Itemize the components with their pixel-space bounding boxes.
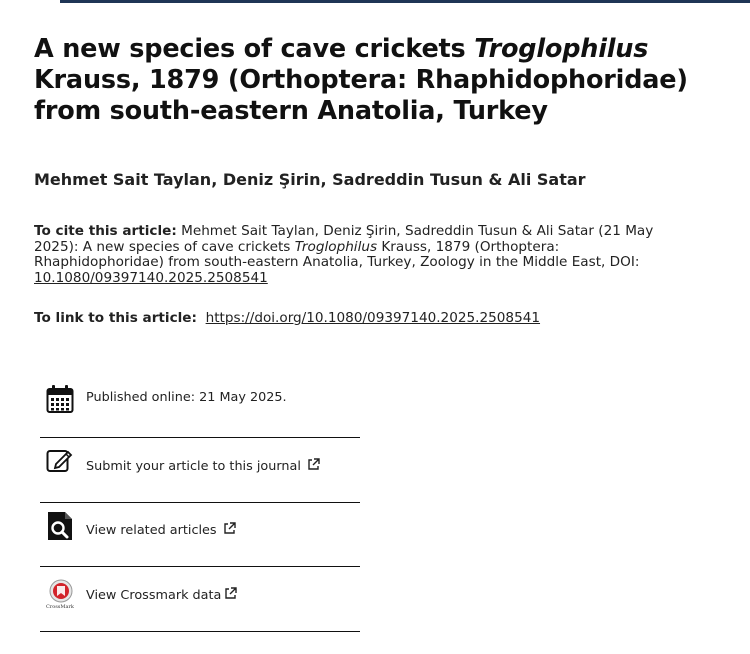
citation-doi-link[interactable]: 10.1080/09397140.2025.2508541 <box>34 269 268 286</box>
article-link-row <box>34 310 540 326</box>
crossmark-badge-text: CrossMark <box>46 604 74 610</box>
article-doi-url[interactable]: https://doi.org/10.1080/09397140.2025.2508541 <box>205 310 541 326</box>
article-title: A new species of cave crickets Troglophilus Krauss, 1879 (Orthoptera: Rhaphidophoridae) from south-eastern Anatolia, Turkey <box>34 34 688 126</box>
external-link-icon <box>223 522 236 539</box>
related-articles-link[interactable] <box>40 511 360 575</box>
top-bar <box>0 0 750 3</box>
crossmark-label[interactable]: View Crossmark data <box>86 588 222 603</box>
calendar-icon <box>46 384 74 418</box>
edit-icon <box>46 448 74 478</box>
search-document-icon <box>46 511 74 545</box>
divider <box>40 631 360 632</box>
published-date: Published online: 21 May 2025. <box>86 390 287 405</box>
citation-label: To cite this article: <box>34 223 177 239</box>
crossmark-link[interactable] <box>40 576 360 640</box>
submit-article-label[interactable]: Submit your article to this journal <box>86 459 301 474</box>
citation: To cite this article: Mehmet Sait Taylan, Deniz Şirin, Sadreddin Tusun & Ali Satar (21 May 2025): A new species of cave crickets Troglophilus Krauss, 1879 (Orthoptera: Rhaphidophoridae) from south-eastern Anatolia, Turkey, Zoology in the Middle East, DOI: 10.1080/09397140.2025.2508541 <box>34 223 654 286</box>
citation-genus: Troglophilus <box>294 238 378 255</box>
divider <box>40 566 360 567</box>
submit-article-link[interactable] <box>40 447 360 511</box>
title-genus: Troglophilus <box>474 34 649 64</box>
published-row <box>40 380 360 444</box>
divider <box>40 502 360 503</box>
external-link-icon <box>307 458 320 475</box>
divider <box>40 437 360 438</box>
external-link-icon <box>224 587 237 604</box>
article-link-label: To link to this article: <box>34 310 197 326</box>
authors: Mehmet Sait Taylan, Deniz Şirin, Sadreddin Tusun & Ali Satar <box>34 170 586 189</box>
related-articles-label[interactable]: View related articles <box>86 523 217 538</box>
top-bar-gap-left <box>0 0 60 3</box>
